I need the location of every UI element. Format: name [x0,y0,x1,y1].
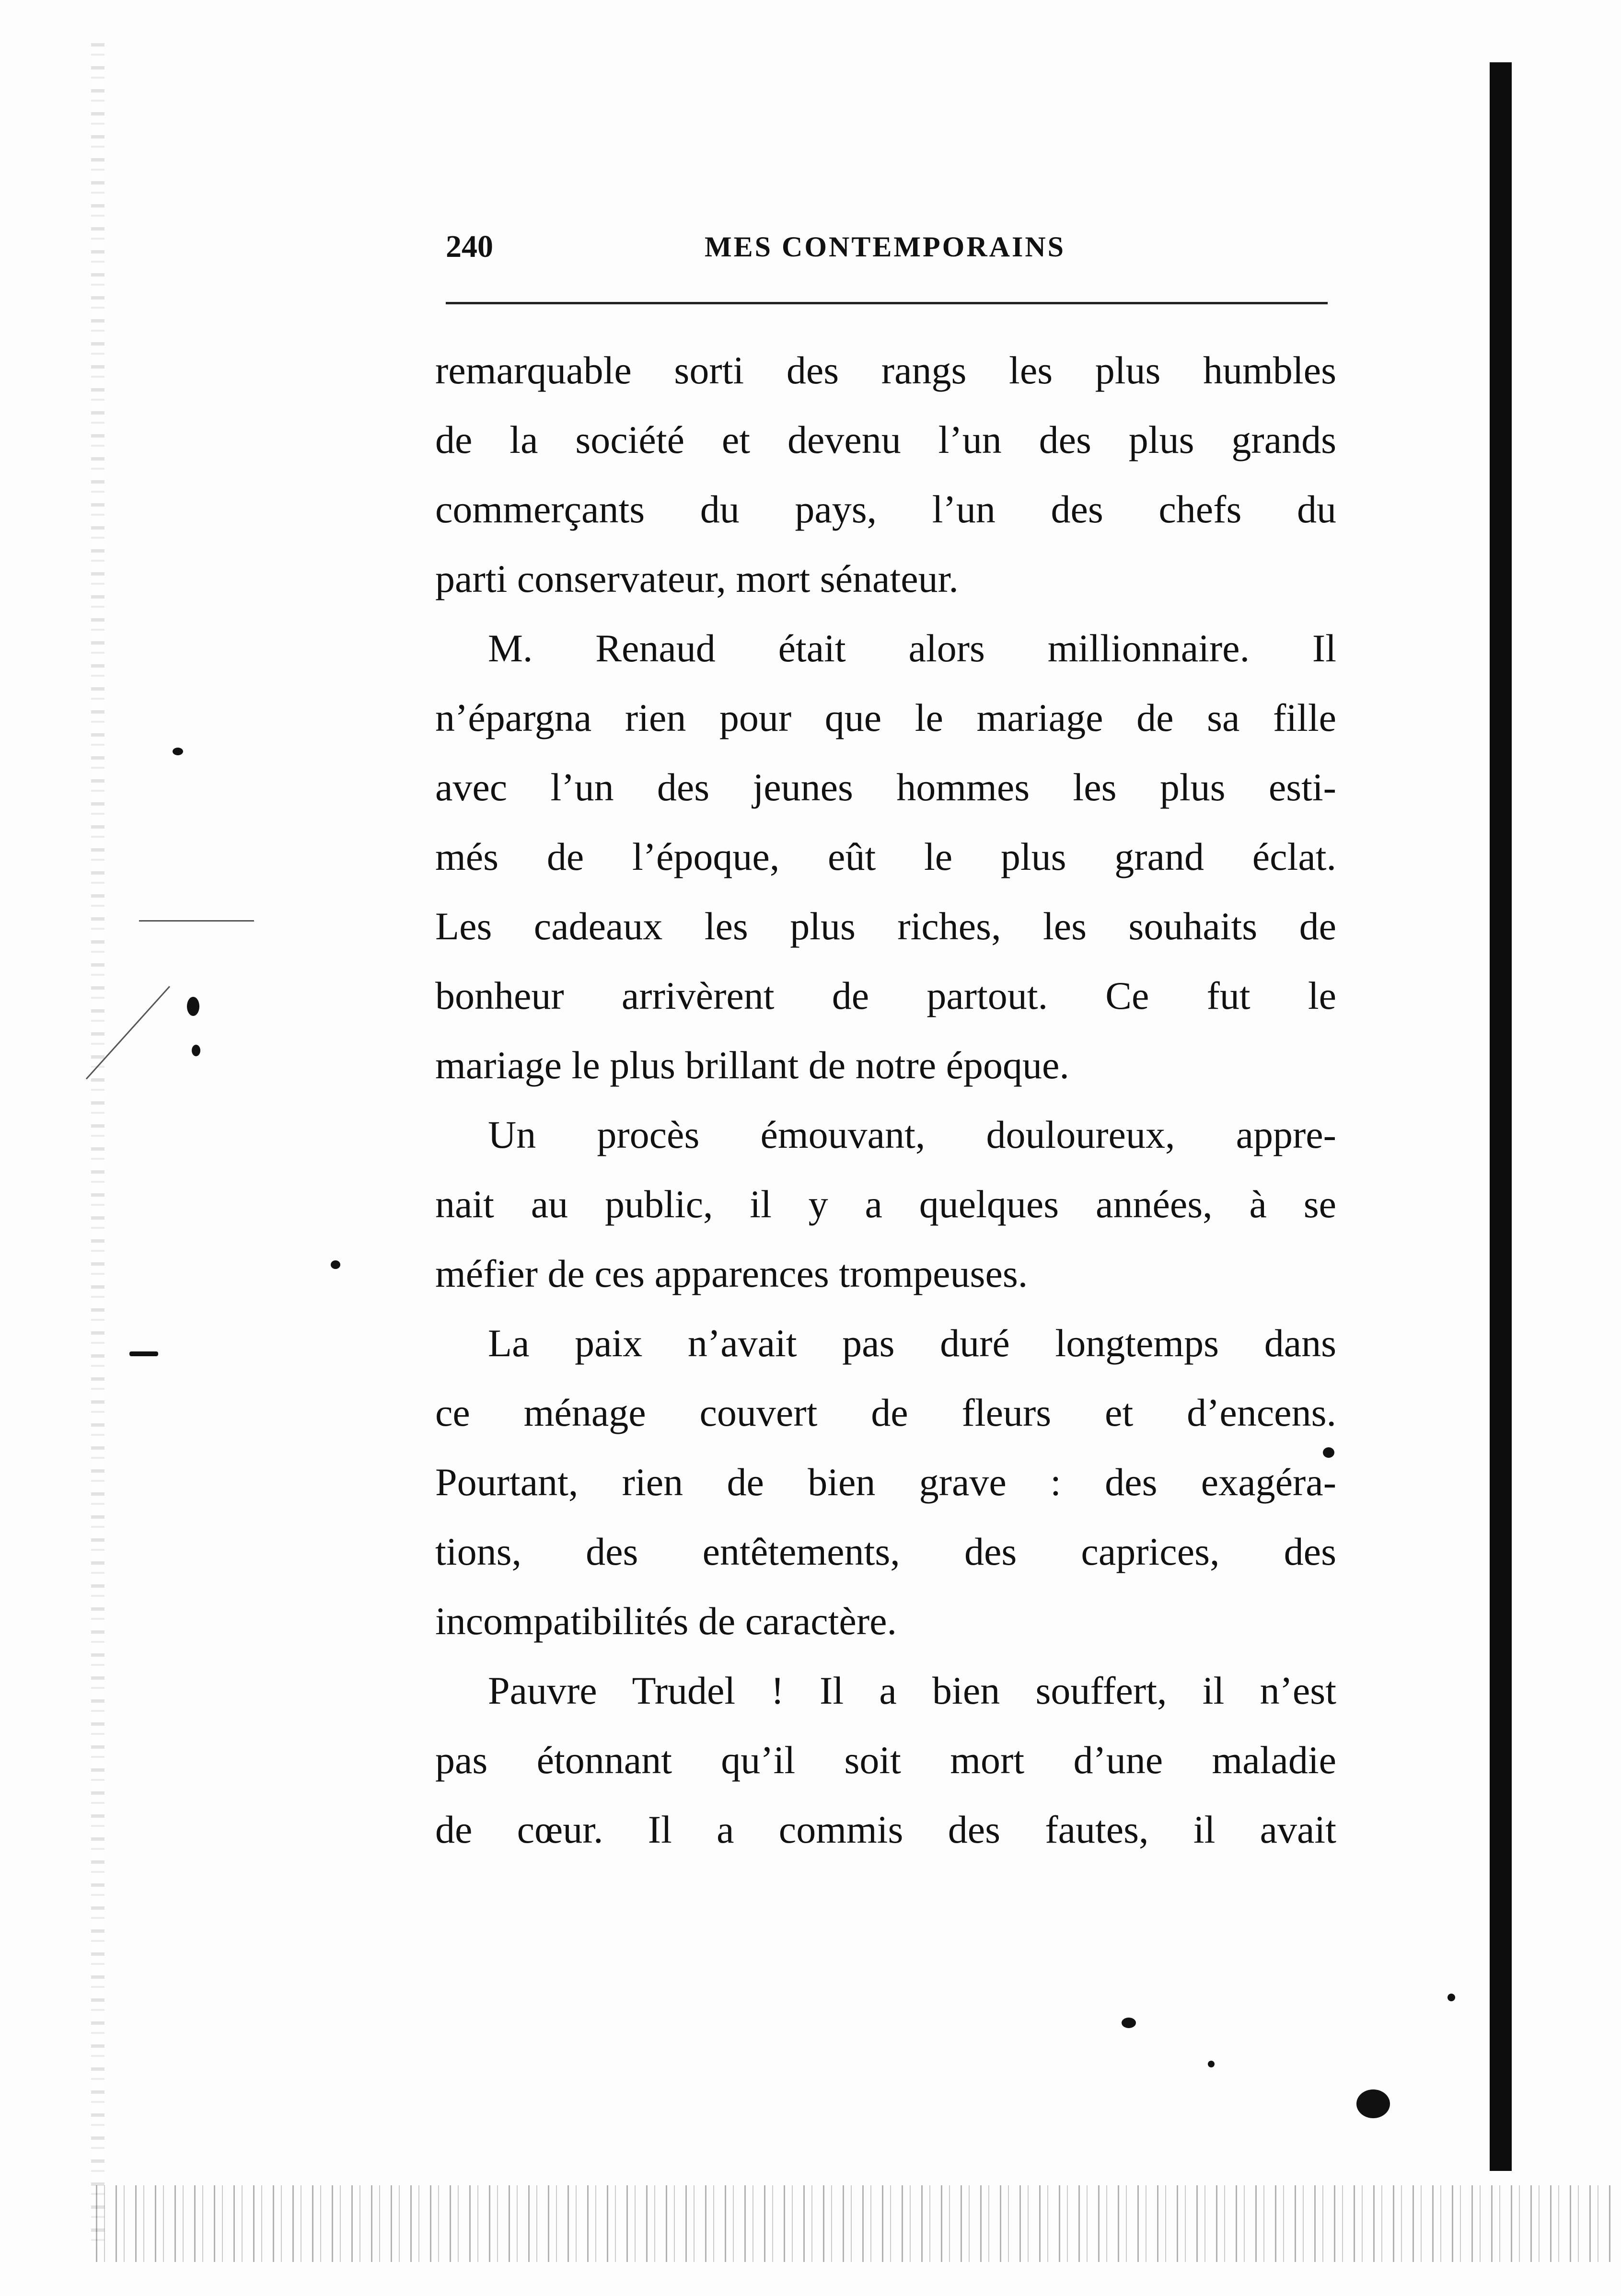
scan-speck [129,1351,158,1356]
text-line: Les cadeaux les plus riches, les souhaits de [435,904,1336,948]
text-line: méfier de ces apparences trompeuses. [435,1252,1028,1295]
text-line: de la société et devenu l’un des plus grands [435,418,1336,462]
binding-edge-bar [1490,62,1512,2171]
text-line: pas étonnant qu’il soit mort d’une maladie [435,1738,1336,1782]
text-line: de cœur. Il a commis des fautes, il avait [435,1808,1336,1851]
running-title: MES CONTEMPORAINS [705,231,1066,263]
scan-speck [192,1045,200,1056]
header-rule [446,302,1328,304]
text-line: avec l’un des jeunes hommes les plus esti- [435,765,1336,809]
text-line: La paix n’avait pas duré longtemps dans [488,1321,1336,1365]
page-left-edge [91,43,104,2248]
text-line: tions, des entêtements, des caprices, des [435,1530,1336,1573]
body-text [435,335,1336,1864]
bottom-edge-noise [96,2185,1610,2262]
text-line: incompatibilités de caractère. [435,1599,897,1643]
running-head [446,225,1328,268]
scan-speck [1122,2018,1136,2028]
scan-speck [1447,1994,1455,2001]
scan-speck [187,997,199,1016]
text-line: mariage le plus brillant de notre époque. [435,1043,1069,1087]
stray-scan-line [139,920,254,922]
text-line: commerçants du pays, l’un des chefs du [435,487,1336,531]
scan-speck [1356,2089,1390,2118]
text-line: Pauvre Trudel ! Il a bien souffert, il n’est [488,1669,1336,1712]
scan-speck [331,1260,340,1269]
text-line: bonheur arrivèrent de partout. Ce fut le [435,974,1336,1017]
scan-speck [173,748,183,755]
text-line: ce ménage couvert de fleurs et d’encens. [435,1391,1336,1434]
text-line: més de l’époque, eût le plus grand éclat. [435,835,1336,878]
scan-speck [1208,2061,1215,2067]
text-line: nait au public, il y a quelques années, à se [435,1182,1336,1226]
text-line: n’épargna rien pour que le mariage de sa fille [435,696,1336,739]
text-line: Pourtant, rien de bien grave : des exagéra- [435,1460,1336,1504]
page-number: 240 [446,229,493,264]
text-line: parti conservateur, mort sénateur. [435,557,959,600]
text-line: remarquable sorti des rangs les plus humbles [435,348,1336,392]
text-line: M. Renaud était alors millionnaire. Il [488,626,1336,670]
text-line: Un procès émouvant, douloureux, appre- [488,1113,1336,1156]
